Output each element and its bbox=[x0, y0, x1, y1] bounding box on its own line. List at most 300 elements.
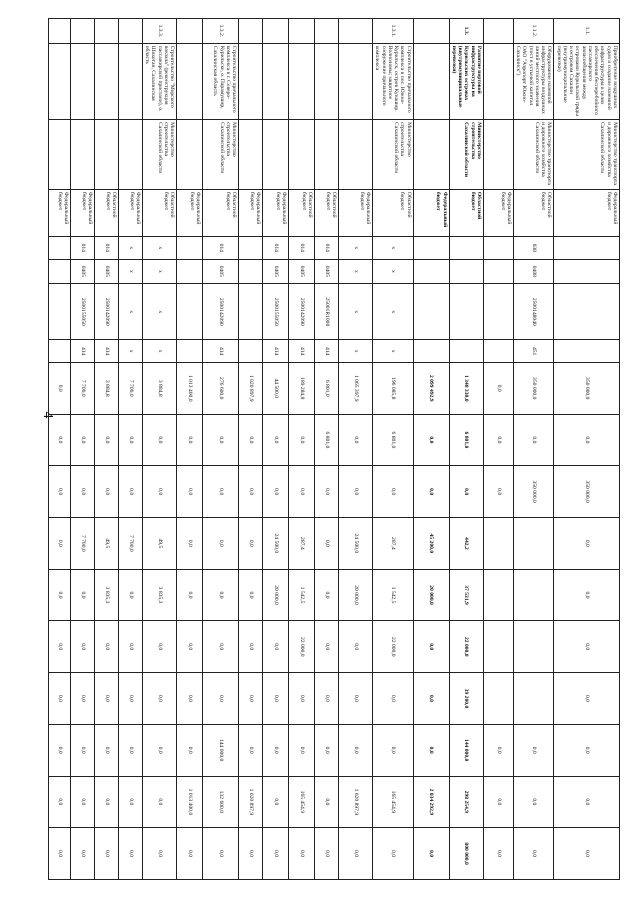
value-cell: 22 000,0 bbox=[289, 621, 315, 673]
value-cell: 0,0 bbox=[71, 466, 95, 518]
row-number-cell bbox=[289, 19, 315, 44]
grbs-code-cell: 014 bbox=[95, 237, 119, 259]
funding-source-cell: Федеральный бюджет bbox=[263, 189, 289, 236]
section-code-cell: x bbox=[373, 259, 414, 284]
event-name-cell bbox=[71, 43, 95, 119]
rotated-table-container bbox=[56, 18, 620, 880]
target-article-cell bbox=[49, 284, 71, 340]
target-article-cell: 2500142090 bbox=[95, 284, 119, 340]
expense-type-cell: 451 bbox=[514, 340, 555, 362]
value-cell: 0,0 bbox=[263, 621, 289, 673]
value-cell: 0,0 bbox=[554, 621, 620, 673]
value-cell: 0,0 bbox=[315, 466, 339, 518]
value-cell: 0,0 bbox=[263, 414, 289, 466]
event-name-cell: Строительство причального комплекса в пос. Южно-Курильск, остров Кунашир. Волноломы; защитное сооружение причального комплекса bbox=[373, 43, 414, 119]
executor-cell bbox=[239, 120, 263, 190]
funding-source-cell: Областной бюджет bbox=[143, 189, 177, 236]
target-article-cell: 2500155050 bbox=[71, 284, 95, 340]
grbs-code-cell: 014 bbox=[263, 237, 289, 259]
row-number-cell: 1.3. bbox=[449, 19, 483, 44]
value-cell bbox=[514, 621, 555, 673]
row-number-cell bbox=[71, 19, 95, 44]
grbs-code-cell bbox=[177, 237, 203, 259]
target-article-cell bbox=[449, 284, 483, 340]
value-cell: 0,0 bbox=[177, 414, 203, 466]
page-number: 4 bbox=[40, 411, 55, 419]
target-article-cell: x bbox=[373, 284, 414, 340]
executor-cell bbox=[49, 120, 71, 190]
value-cell: 0,0 bbox=[514, 828, 555, 880]
row-number-cell bbox=[119, 19, 143, 44]
budget-table-sheet bbox=[56, 18, 620, 880]
table-row bbox=[373, 19, 414, 880]
table-row bbox=[49, 19, 71, 880]
expense-type-cell: x bbox=[119, 340, 143, 362]
value-cell: 350 000,0 bbox=[554, 362, 620, 414]
value-cell: 0,0 bbox=[263, 466, 289, 518]
value-cell: 0,0 bbox=[119, 621, 143, 673]
executor-cell bbox=[177, 120, 203, 190]
table-row bbox=[484, 19, 514, 880]
table-row bbox=[263, 19, 289, 880]
expense-type-cell bbox=[484, 340, 514, 362]
value-cell: 0,0 bbox=[49, 724, 71, 776]
expense-type-cell: x bbox=[339, 340, 373, 362]
table-row bbox=[95, 19, 119, 880]
section-code-cell bbox=[239, 259, 263, 284]
row-number-cell: 1.3.1. bbox=[373, 19, 414, 44]
value-cell: 1 065 397,9 bbox=[339, 362, 373, 414]
value-cell: 6 801,0 bbox=[315, 414, 339, 466]
value-cell: 0,0 bbox=[339, 621, 373, 673]
event-name-cell bbox=[95, 43, 119, 119]
value-cell: 0,0 bbox=[239, 673, 263, 725]
target-article-cell: 25001R1000 bbox=[315, 284, 339, 340]
value-cell: 196 085,8 bbox=[373, 362, 414, 414]
row-number-cell: 1.3.3. bbox=[143, 19, 177, 44]
funding-source-cell: Областной бюджет bbox=[289, 189, 315, 236]
value-cell: 49,5 bbox=[143, 517, 177, 569]
value-cell: 0,0 bbox=[143, 466, 177, 518]
executor-cell bbox=[413, 120, 449, 190]
event-name-cell bbox=[315, 43, 339, 119]
value-cell: 37 531,9 bbox=[449, 569, 483, 621]
value-cell: 0,0 bbox=[554, 673, 620, 725]
funding-source-cell: Федеральный бюджет bbox=[413, 189, 449, 236]
value-cell: 1 020 897,9 bbox=[239, 362, 263, 414]
value-cell: 0,0 bbox=[484, 466, 514, 518]
grbs-code-cell: x bbox=[119, 237, 143, 259]
event-name-cell: Оборудование наземной инфраструктуры воздушных линий местного значения (пост в устьевой капитал ОАО "Аэропорт Южно-Сахалинск") bbox=[514, 43, 555, 119]
row-number-cell bbox=[413, 19, 449, 44]
target-article-cell: x bbox=[339, 284, 373, 340]
value-cell: 0,0 bbox=[289, 466, 315, 518]
table-row bbox=[289, 19, 315, 880]
value-cell: 0,0 bbox=[239, 414, 263, 466]
expense-type-cell bbox=[177, 340, 203, 362]
table-row bbox=[554, 19, 620, 880]
value-cell: 0,0 bbox=[203, 466, 239, 518]
value-cell: 0,0 bbox=[315, 776, 339, 828]
value-cell: 7 700,0 bbox=[119, 517, 143, 569]
value-cell: 0,0 bbox=[289, 414, 315, 466]
value-cell: 0,0 bbox=[514, 414, 555, 466]
value-cell: 0,0 bbox=[49, 517, 71, 569]
row-number-cell bbox=[484, 19, 514, 44]
event-name-cell: Строительство "Морского вокзала" (реконструкция пассажирской пристани), о. Шикотан, Сахалинская область bbox=[143, 43, 177, 119]
expense-type-cell bbox=[554, 340, 620, 362]
expense-type-cell: x bbox=[143, 340, 177, 362]
event-name-cell bbox=[339, 43, 373, 119]
value-cell bbox=[514, 673, 555, 725]
value-cell: 0,0 bbox=[289, 724, 315, 776]
expense-type-cell: 414 bbox=[95, 340, 119, 362]
value-cell: 3 884,8 bbox=[143, 362, 177, 414]
value-cell bbox=[514, 517, 555, 569]
section-code-cell: x bbox=[143, 259, 177, 284]
value-cell: 0,0 bbox=[239, 828, 263, 880]
value-cell: 0,0 bbox=[143, 776, 177, 828]
section-code-cell: x bbox=[339, 259, 373, 284]
grbs-code-cell: x bbox=[373, 237, 414, 259]
table-row bbox=[339, 19, 373, 880]
value-cell: 0,0 bbox=[119, 466, 143, 518]
target-article-cell: x bbox=[143, 284, 177, 340]
value-cell: 0,0 bbox=[449, 466, 483, 518]
value-cell: 0,0 bbox=[263, 828, 289, 880]
value-cell: 0,0 bbox=[339, 466, 373, 518]
value-cell: 0,0 bbox=[143, 724, 177, 776]
value-cell: 276 600,0 bbox=[203, 362, 239, 414]
value-cell: 0,0 bbox=[239, 621, 263, 673]
value-cell: 0,0 bbox=[49, 362, 71, 414]
value-cell: 0,0 bbox=[339, 414, 373, 466]
value-cell: 0,0 bbox=[71, 776, 95, 828]
grbs-code-cell: 014 bbox=[315, 237, 339, 259]
target-article-cell: 2500148040 bbox=[514, 284, 555, 340]
value-cell: 0,0 bbox=[95, 621, 119, 673]
value-cell: 0,0 bbox=[203, 673, 239, 725]
value-cell: 800 000,0 bbox=[449, 828, 483, 880]
value-cell: 0,0 bbox=[514, 776, 555, 828]
value-cell: 0,0 bbox=[49, 621, 71, 673]
value-cell: 0,0 bbox=[413, 466, 449, 518]
value-cell: 0,0 bbox=[49, 569, 71, 621]
section-code-cell bbox=[554, 259, 620, 284]
value-cell: 3 835,3 bbox=[143, 569, 177, 621]
row-number-cell: 1.3.2. bbox=[203, 19, 239, 44]
value-cell: 0,0 bbox=[484, 828, 514, 880]
table-row bbox=[177, 19, 203, 880]
value-cell: 0,0 bbox=[239, 466, 263, 518]
event-name-cell: Развитие портовой инфраструктуры на Курильских островах (внутримуниципальные перевозки) bbox=[449, 43, 483, 119]
value-cell: 0,0 bbox=[289, 828, 315, 880]
value-cell: 39 200,0 bbox=[449, 673, 483, 725]
value-cell: 44 500,0 bbox=[263, 362, 289, 414]
value-cell: 0,0 bbox=[143, 828, 177, 880]
grbs-code-cell bbox=[484, 237, 514, 259]
row-number-cell bbox=[239, 19, 263, 44]
value-cell: 6 801,0 bbox=[315, 362, 339, 414]
grbs-code-cell bbox=[49, 237, 71, 259]
target-article-cell bbox=[239, 284, 263, 340]
value-cell: 144 000,0 bbox=[449, 724, 483, 776]
funding-source-cell: Областной бюджет bbox=[95, 189, 119, 236]
event-name-cell bbox=[177, 43, 203, 119]
grbs-code-cell bbox=[554, 237, 620, 259]
table-row bbox=[143, 19, 177, 880]
executor-cell: Министерство строительства Сахалинской области bbox=[143, 120, 177, 190]
value-cell: 0,0 bbox=[554, 724, 620, 776]
executor-cell: Министерство строительства Сахалинской области bbox=[203, 120, 239, 190]
funding-source-cell: Федеральный бюджет bbox=[49, 189, 71, 236]
value-cell: 0,0 bbox=[315, 673, 339, 725]
section-code-cell: 0405 bbox=[315, 259, 339, 284]
value-cell: 0,0 bbox=[49, 466, 71, 518]
value-cell: 0,0 bbox=[413, 673, 449, 725]
grbs-code-cell: x bbox=[339, 237, 373, 259]
value-cell: 144 000,0 bbox=[203, 724, 239, 776]
executor-cell: Министерство транспорта и дорожного хозяйства Сахалинской области bbox=[554, 120, 620, 190]
value-cell: 0,0 bbox=[71, 673, 95, 725]
executor-cell bbox=[315, 120, 339, 190]
executor-cell bbox=[289, 120, 315, 190]
grbs-code-cell bbox=[239, 237, 263, 259]
target-article-cell: x bbox=[119, 284, 143, 340]
value-cell: 0,0 bbox=[203, 414, 239, 466]
target-article-cell: 2500142090 bbox=[203, 284, 239, 340]
funding-source-cell: Федеральный бюджет bbox=[119, 189, 143, 236]
value-cell: 0,0 bbox=[373, 466, 414, 518]
value-cell: 0,0 bbox=[177, 466, 203, 518]
value-cell: 3 884,8 bbox=[95, 362, 119, 414]
value-cell: 0,0 bbox=[373, 828, 414, 880]
value-cell: 0,0 bbox=[413, 828, 449, 880]
value-cell: 0,0 bbox=[554, 569, 620, 621]
table-row bbox=[449, 19, 483, 880]
value-cell: 1 013 400,0 bbox=[177, 776, 203, 828]
value-cell: 0,0 bbox=[71, 621, 95, 673]
section-code-cell bbox=[49, 259, 71, 284]
section-code-cell bbox=[177, 259, 203, 284]
value-cell: 442,2 bbox=[449, 517, 483, 569]
target-article-cell: 2500142090 bbox=[289, 284, 315, 340]
value-cell: 0,0 bbox=[484, 414, 514, 466]
funding-source-cell: Областной бюджет bbox=[315, 189, 339, 236]
grbs-code-cell: 038 bbox=[514, 237, 555, 259]
row-number-cell bbox=[339, 19, 373, 44]
funding-source-cell: Областной бюджет bbox=[203, 189, 239, 236]
event-name-cell: Строительство причального комплекса в г. Северо-Курильске, о. Парамушир, Сахалинская область bbox=[203, 43, 239, 119]
table-row bbox=[203, 19, 239, 880]
value-cell: 0,0 bbox=[49, 673, 71, 725]
executor-cell bbox=[484, 120, 514, 190]
value-cell: 0,0 bbox=[71, 569, 95, 621]
value-cell bbox=[484, 673, 514, 725]
grbs-code-cell: 014 bbox=[289, 237, 315, 259]
event-name-cell bbox=[49, 43, 71, 119]
target-article-cell bbox=[413, 284, 449, 340]
funding-source-cell: Федеральный бюджет bbox=[71, 189, 95, 236]
value-cell: 0,0 bbox=[263, 673, 289, 725]
event-name-cell: Приобретение воздушных судов и создание наземной инфраструктуры в целях обеспечения бесперебойного пассажирского авиасообщения между островами Курильской гряды и островом Сахалин (внутримуниципальные перевозки) bbox=[554, 43, 620, 119]
table-row bbox=[413, 19, 449, 880]
row-number-cell: 1.1.2. bbox=[514, 19, 555, 44]
target-article-cell bbox=[484, 284, 514, 340]
value-cell: 0,0 bbox=[413, 724, 449, 776]
target-article-cell bbox=[177, 284, 203, 340]
grbs-code-cell bbox=[449, 237, 483, 259]
value-cell: 132 600,0 bbox=[203, 776, 239, 828]
value-cell: 0,0 bbox=[71, 724, 95, 776]
value-cell: 6 801,0 bbox=[373, 414, 414, 466]
value-cell: 0,0 bbox=[95, 828, 119, 880]
value-cell: 0,0 bbox=[95, 466, 119, 518]
value-cell: 0,0 bbox=[239, 724, 263, 776]
expense-type-cell: 414 bbox=[315, 340, 339, 362]
section-code-cell bbox=[449, 259, 483, 284]
section-code-cell: 0405 bbox=[263, 259, 289, 284]
grbs-code-cell bbox=[413, 237, 449, 259]
value-cell: 0,0 bbox=[484, 724, 514, 776]
value-cell: 0,0 bbox=[339, 724, 373, 776]
value-cell: 0,0 bbox=[315, 828, 339, 880]
value-cell: 7 700,0 bbox=[119, 362, 143, 414]
value-cell: 0,0 bbox=[95, 724, 119, 776]
value-cell: 0,0 bbox=[95, 414, 119, 466]
value-cell: 20 000,0 bbox=[339, 569, 373, 621]
row-number-cell bbox=[49, 19, 71, 44]
value-cell: 0,0 bbox=[119, 724, 143, 776]
value-cell: 0,0 bbox=[177, 517, 203, 569]
value-cell: 0,0 bbox=[119, 673, 143, 725]
expense-type-cell: 414 bbox=[263, 340, 289, 362]
value-cell: 0,0 bbox=[143, 673, 177, 725]
event-name-cell bbox=[289, 43, 315, 119]
value-cell: 0,0 bbox=[554, 414, 620, 466]
expense-type-cell: 414 bbox=[289, 340, 315, 362]
value-cell: 350 000,0 bbox=[514, 362, 555, 414]
grbs-code-cell: 014 bbox=[203, 237, 239, 259]
value-cell: 0,0 bbox=[203, 569, 239, 621]
value-cell bbox=[514, 569, 555, 621]
expense-type-cell bbox=[49, 340, 71, 362]
value-cell: 0,0 bbox=[119, 828, 143, 880]
value-cell: 49,5 bbox=[95, 517, 119, 569]
section-code-cell: 0408 bbox=[514, 259, 555, 284]
value-cell: 20 000,0 bbox=[413, 569, 449, 621]
value-cell: 0,0 bbox=[373, 724, 414, 776]
table-row bbox=[239, 19, 263, 880]
event-name-cell bbox=[484, 43, 514, 119]
section-code-cell: 0405 bbox=[289, 259, 315, 284]
value-cell: 1 542,5 bbox=[289, 569, 315, 621]
value-cell: 287,4 bbox=[373, 517, 414, 569]
value-cell: 6 801,0 bbox=[449, 414, 483, 466]
value-cell: 0,0 bbox=[143, 414, 177, 466]
value-cell: 0,0 bbox=[95, 776, 119, 828]
funding-source-cell: Федеральный бюджет bbox=[239, 189, 263, 236]
value-cell: 0,0 bbox=[239, 517, 263, 569]
value-cell: 0,0 bbox=[71, 828, 95, 880]
funding-source-cell: Областной бюджет bbox=[373, 189, 414, 236]
value-cell: 0,0 bbox=[263, 776, 289, 828]
executor-cell bbox=[263, 120, 289, 190]
event-name-cell bbox=[263, 43, 289, 119]
value-cell: 165 454,9 bbox=[289, 776, 315, 828]
section-code-cell bbox=[484, 259, 514, 284]
value-cell: 189 284,8 bbox=[289, 362, 315, 414]
value-cell: 2 034 292,9 bbox=[413, 776, 449, 828]
value-cell: 22 000,0 bbox=[449, 621, 483, 673]
value-cell: 0,0 bbox=[554, 776, 620, 828]
value-cell: 350 000,0 bbox=[554, 466, 620, 518]
value-cell: 0,0 bbox=[119, 414, 143, 466]
value-cell: 1 020 897,9 bbox=[339, 776, 373, 828]
section-code-cell: 0405 bbox=[95, 259, 119, 284]
section-code-cell: 0405 bbox=[71, 259, 95, 284]
value-cell: 24 500,0 bbox=[339, 517, 373, 569]
grbs-code-cell: 014 bbox=[71, 237, 95, 259]
value-cell: 1 013 400,0 bbox=[177, 362, 203, 414]
funding-source-cell: Областной бюджет bbox=[514, 189, 555, 236]
value-cell: 7 700,0 bbox=[71, 517, 95, 569]
value-cell: 0,0 bbox=[177, 828, 203, 880]
value-cell: 0,0 bbox=[484, 362, 514, 414]
value-cell: 0,0 bbox=[143, 621, 177, 673]
value-cell: 7 700,0 bbox=[71, 362, 95, 414]
value-cell: 0,0 bbox=[554, 517, 620, 569]
event-name-cell bbox=[119, 43, 143, 119]
row-number-cell bbox=[95, 19, 119, 44]
value-cell: 0,0 bbox=[119, 569, 143, 621]
value-cell bbox=[484, 621, 514, 673]
value-cell: 0,0 bbox=[373, 673, 414, 725]
expense-type-cell: 414 bbox=[71, 340, 95, 362]
funding-source-cell: Федеральный бюджет bbox=[484, 189, 514, 236]
expense-type-cell: 414 bbox=[203, 340, 239, 362]
value-cell: 0,0 bbox=[413, 621, 449, 673]
value-cell: 350 000,0 bbox=[514, 466, 555, 518]
value-cell: 0,0 bbox=[413, 414, 449, 466]
budget-table bbox=[48, 18, 620, 880]
value-cell: 287,4 bbox=[289, 517, 315, 569]
value-cell: 0,0 bbox=[339, 673, 373, 725]
row-number-cell bbox=[315, 19, 339, 44]
value-cell: 45 200,0 bbox=[413, 517, 449, 569]
value-cell: 0,0 bbox=[239, 569, 263, 621]
section-code-cell bbox=[413, 259, 449, 284]
row-number-cell bbox=[263, 19, 289, 44]
value-cell: 0,0 bbox=[177, 673, 203, 725]
value-cell: 22 000,0 bbox=[373, 621, 414, 673]
executor-cell bbox=[339, 120, 373, 190]
value-cell: 0,0 bbox=[177, 621, 203, 673]
executor-cell: Министерство транспорта и дорожного хозяйства Сахалинской области bbox=[514, 120, 555, 190]
value-cell: 24 500,0 bbox=[263, 517, 289, 569]
value-cell: 1 542,5 bbox=[373, 569, 414, 621]
funding-source-cell: Федеральный бюджет bbox=[554, 189, 620, 236]
table-row bbox=[71, 19, 95, 880]
value-cell: 0,0 bbox=[484, 776, 514, 828]
value-cell: 0,0 bbox=[289, 673, 315, 725]
funding-source-cell: Федеральный бюджет bbox=[339, 189, 373, 236]
value-cell: 0,0 bbox=[315, 724, 339, 776]
value-cell: 0,0 bbox=[554, 828, 620, 880]
row-number-cell: 1.1. bbox=[554, 19, 620, 44]
funding-source-cell: Федеральный бюджет bbox=[177, 189, 203, 236]
value-cell: 0,0 bbox=[71, 414, 95, 466]
